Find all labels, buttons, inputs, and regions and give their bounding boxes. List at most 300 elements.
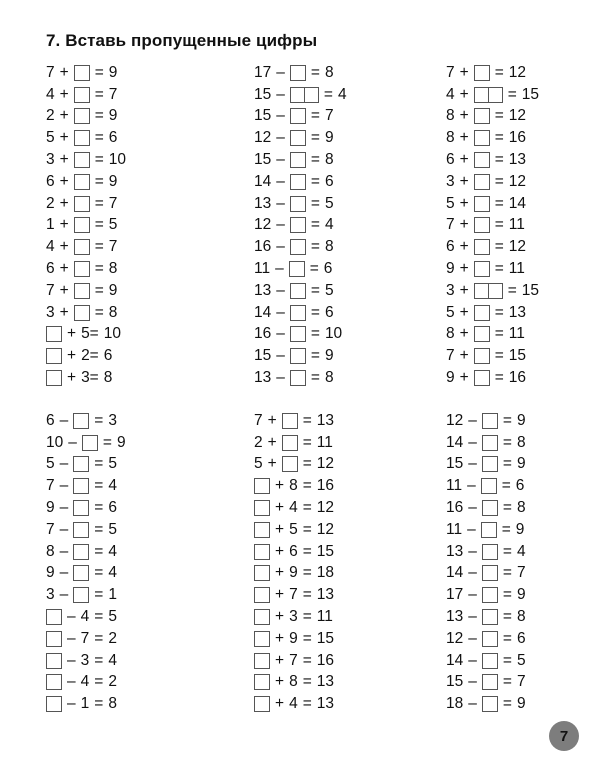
equation-operator: – xyxy=(468,608,477,626)
answer-box[interactable] xyxy=(474,152,490,168)
answer-box[interactable] xyxy=(474,174,490,190)
equation-number: 13 xyxy=(254,194,272,212)
equation-operator: + xyxy=(275,673,285,691)
answer-box[interactable] xyxy=(474,196,490,212)
equation-number: 7 xyxy=(46,63,55,81)
equation-row xyxy=(446,432,531,454)
equation-number: 7 xyxy=(80,629,90,647)
equation-number: 5 xyxy=(108,608,117,626)
equation-operator: + xyxy=(459,85,469,103)
equation-row xyxy=(446,497,531,519)
equation-operator: + xyxy=(459,281,469,299)
equation-number: 15 xyxy=(254,151,272,169)
answer-box[interactable] xyxy=(474,283,503,299)
equation-number: 9 xyxy=(516,455,526,473)
answer-box[interactable] xyxy=(254,631,270,647)
equation-operator: – xyxy=(275,260,284,278)
equation-row xyxy=(446,345,544,367)
answer-box[interactable] xyxy=(73,587,89,603)
answer-box[interactable] xyxy=(290,305,306,321)
equation-number: 2 xyxy=(108,629,117,647)
answer-box[interactable] xyxy=(482,544,498,560)
answer-box[interactable] xyxy=(74,130,90,146)
equation-operator: = xyxy=(494,63,504,81)
equation-number: 3 xyxy=(446,172,455,190)
answer-box[interactable] xyxy=(290,87,319,103)
equation-number: 16 xyxy=(508,369,526,387)
equation-number: 5 xyxy=(108,455,117,473)
equation-number: 4 xyxy=(289,695,298,713)
equation-number: 11 xyxy=(508,325,525,343)
equation-row xyxy=(446,106,544,128)
equation-operator: = xyxy=(494,194,504,212)
answer-box[interactable] xyxy=(46,348,62,364)
equation-row xyxy=(254,171,352,193)
equation-number: 9 xyxy=(108,63,118,81)
equation-operator: – xyxy=(276,369,285,387)
answer-box[interactable] xyxy=(46,674,62,690)
equation-row xyxy=(46,432,131,454)
equation-operator: = xyxy=(302,433,312,451)
equation-operator: = xyxy=(94,455,104,473)
equation-operator: + xyxy=(459,129,469,147)
equation-operator: – xyxy=(67,629,76,647)
equation-operator: + xyxy=(275,499,285,517)
equation-row xyxy=(254,672,339,694)
answer-box[interactable] xyxy=(74,174,90,190)
answer-box[interactable] xyxy=(46,631,62,647)
equation-number: 5 xyxy=(324,281,334,299)
equation-number: 7 xyxy=(289,586,298,604)
equation-operator: + xyxy=(275,564,285,582)
equation-operator: + xyxy=(275,586,285,604)
equation-operator: = xyxy=(94,129,104,147)
answer-box[interactable] xyxy=(474,87,503,103)
equation-number: 9 xyxy=(516,586,526,604)
equation-operator: – xyxy=(276,281,285,299)
equation-number: 13 xyxy=(316,411,334,429)
answer-box[interactable] xyxy=(73,522,89,538)
equation-number: 9 xyxy=(289,564,298,582)
answer-box[interactable] xyxy=(290,239,306,255)
equation-number: 4 xyxy=(289,499,298,517)
equation-number: 14 xyxy=(446,433,464,451)
equation-number: 12 xyxy=(446,411,464,429)
equation-operator: + xyxy=(459,63,469,81)
equation-number: 2 xyxy=(46,107,55,125)
equation-operator: – xyxy=(276,216,285,234)
answer-box[interactable] xyxy=(290,65,306,81)
equation-operator: = xyxy=(94,651,104,669)
equation-number: 15 xyxy=(446,673,464,691)
equation-number: 11 xyxy=(446,477,463,495)
equation-number: 8 xyxy=(324,369,334,387)
answer-box[interactable] xyxy=(481,478,497,494)
equation-number: 5 xyxy=(324,194,334,212)
equation-operator: – xyxy=(276,325,285,343)
answer-box[interactable] xyxy=(282,413,298,429)
equation-row xyxy=(46,672,131,694)
equation-number: 16 xyxy=(446,499,464,517)
equation-operator: – xyxy=(467,477,476,495)
equation-row xyxy=(446,258,544,280)
equation-operator: + xyxy=(59,107,69,125)
answer-box[interactable] xyxy=(73,500,89,516)
equation-operator: = xyxy=(310,347,320,365)
equation-operator: + xyxy=(59,238,69,256)
equation-number: 5 xyxy=(289,520,298,538)
equation-number: 5 xyxy=(446,194,455,212)
equation-operator: – xyxy=(276,347,285,365)
equation-number: 1 xyxy=(80,695,90,713)
equation-number: 10 xyxy=(46,433,64,451)
equation-row xyxy=(446,84,544,106)
equation-number: 4 xyxy=(516,542,526,560)
equation-number: 12 xyxy=(508,172,526,190)
equation-row xyxy=(46,236,131,258)
equation-operator: = xyxy=(94,629,104,647)
equation-operator: – xyxy=(276,194,285,212)
equation-operator: + xyxy=(459,194,469,212)
answer-box[interactable] xyxy=(254,674,270,690)
equation-operator: = xyxy=(502,499,512,517)
answer-box[interactable] xyxy=(74,65,90,81)
equation-operator: = xyxy=(102,433,112,451)
equation-number: 3 xyxy=(108,411,117,429)
answer-box[interactable] xyxy=(46,326,62,342)
answer-box[interactable] xyxy=(73,413,89,429)
equation-row xyxy=(46,693,131,715)
answer-box[interactable] xyxy=(74,108,90,124)
answer-box[interactable] xyxy=(482,500,498,516)
answer-box[interactable] xyxy=(254,522,270,538)
answer-box[interactable] xyxy=(74,305,90,321)
equation-number: 10 xyxy=(103,325,121,343)
equation-operator: = xyxy=(507,85,517,103)
answer-box[interactable] xyxy=(482,674,498,690)
equation-number: 6 xyxy=(446,151,455,169)
equation-row xyxy=(46,127,131,149)
equation-row xyxy=(446,584,531,606)
equation-row xyxy=(254,367,352,389)
answer-box[interactable] xyxy=(73,478,89,494)
answer-box[interactable] xyxy=(474,305,490,321)
equation-block-top xyxy=(46,62,131,389)
answer-box[interactable] xyxy=(282,435,298,451)
equation-operator: – xyxy=(276,129,285,147)
answer-box[interactable] xyxy=(290,174,306,190)
answer-box[interactable] xyxy=(282,456,298,472)
equation-operator: = xyxy=(502,651,512,669)
equation-row xyxy=(254,236,352,258)
equation-operator: = xyxy=(310,303,320,321)
equation-row xyxy=(46,324,131,346)
equation-operator: – xyxy=(59,520,69,538)
answer-box[interactable] xyxy=(290,108,306,124)
equation-number: 4 xyxy=(46,85,55,103)
answer-box[interactable] xyxy=(482,609,498,625)
answer-box[interactable] xyxy=(482,456,498,472)
answer-box[interactable] xyxy=(74,196,90,212)
equation-row xyxy=(46,171,131,193)
answer-box[interactable] xyxy=(254,565,270,581)
equation-number: 17 xyxy=(446,586,464,604)
answer-box[interactable] xyxy=(474,108,490,124)
equation-number: 1 xyxy=(108,586,117,604)
equation-operator: – xyxy=(67,651,76,669)
answer-box[interactable] xyxy=(482,631,498,647)
equation-operator: + xyxy=(459,238,469,256)
equation-operator: + xyxy=(459,216,469,234)
answer-box[interactable] xyxy=(481,522,497,538)
equation-number: 9 xyxy=(108,172,118,190)
equation-operator: – xyxy=(468,629,477,647)
answer-box[interactable] xyxy=(74,283,90,299)
answer-box[interactable] xyxy=(474,348,490,364)
equation-row xyxy=(446,62,544,84)
equation-operator: = xyxy=(94,85,104,103)
answer-box[interactable] xyxy=(74,87,90,103)
equation-operator: = xyxy=(94,281,104,299)
equation-number: 7 xyxy=(446,63,455,81)
equation-number: 15 xyxy=(254,347,272,365)
equation-row xyxy=(46,606,131,628)
equation-number: 6 xyxy=(103,347,113,365)
equation-operator: = xyxy=(302,695,312,713)
answer-box[interactable] xyxy=(46,696,62,712)
equation-operator: = xyxy=(502,455,512,473)
answer-box[interactable] xyxy=(290,370,306,386)
answer-box[interactable] xyxy=(74,239,90,255)
equation-number: 9 xyxy=(46,499,55,517)
answer-box[interactable] xyxy=(290,196,306,212)
equation-number: 12 xyxy=(508,63,526,81)
answer-box[interactable] xyxy=(474,370,490,386)
equation-number: 15 xyxy=(254,107,272,125)
equation-number: 15 xyxy=(508,347,526,365)
equation-row xyxy=(254,215,352,237)
equation-row xyxy=(446,606,531,628)
answer-box[interactable] xyxy=(474,261,490,277)
answer-box[interactable] xyxy=(290,283,306,299)
equation-number: 16 xyxy=(254,325,272,343)
equation-number: 5 xyxy=(108,216,118,234)
answer-box[interactable] xyxy=(254,609,270,625)
equation-row xyxy=(46,62,131,84)
equation-operator: – xyxy=(468,542,477,560)
answer-box[interactable] xyxy=(474,65,490,81)
answer-box[interactable] xyxy=(46,370,62,386)
equation-number: 8 xyxy=(108,303,118,321)
equation-number: 14 xyxy=(446,651,464,669)
answer-box[interactable] xyxy=(254,587,270,603)
answer-box[interactable] xyxy=(289,261,305,277)
equation-row xyxy=(446,236,544,258)
equation-number: 14 xyxy=(446,564,464,582)
equation-operator: + xyxy=(459,325,469,343)
answer-box[interactable] xyxy=(73,565,89,581)
equation-row xyxy=(254,84,352,106)
equation-number: 15 xyxy=(521,85,539,103)
equation-number: 6 xyxy=(323,260,333,278)
equation-operator: – xyxy=(468,455,477,473)
equation-row xyxy=(446,563,531,585)
answer-box[interactable] xyxy=(474,130,490,146)
equation-operator: = xyxy=(302,499,312,517)
answer-box[interactable] xyxy=(290,130,306,146)
answer-box[interactable] xyxy=(482,565,498,581)
equation-number: 8 xyxy=(446,129,455,147)
equation-operator: + xyxy=(275,651,285,669)
equation-operator: = xyxy=(302,564,312,582)
answer-box[interactable] xyxy=(290,217,306,233)
equation-row xyxy=(46,258,131,280)
answer-box[interactable] xyxy=(482,696,498,712)
answer-box[interactable] xyxy=(74,152,90,168)
equation-number: 5 xyxy=(254,455,263,473)
equation-row xyxy=(446,302,544,324)
equation-number: 9 xyxy=(46,564,55,582)
equation-row xyxy=(446,193,544,215)
equation-row xyxy=(46,563,131,585)
answer-box[interactable] xyxy=(254,478,270,494)
equation-row xyxy=(446,519,531,541)
answer-box[interactable] xyxy=(254,544,270,560)
equation-row xyxy=(254,497,339,519)
equation-number: 9 xyxy=(116,433,126,451)
answer-box[interactable] xyxy=(474,326,490,342)
equation-number: 9 xyxy=(516,411,526,429)
answer-box[interactable] xyxy=(74,217,90,233)
equation-operator: + xyxy=(59,172,69,190)
answer-box[interactable] xyxy=(482,435,498,451)
equation-operator: – xyxy=(59,586,69,604)
equation-number: 9 xyxy=(108,107,118,125)
equation-operator: – xyxy=(59,542,69,560)
equation-operator: + xyxy=(59,63,69,81)
answer-box[interactable] xyxy=(474,239,490,255)
equation-row xyxy=(46,584,131,606)
answer-box[interactable] xyxy=(254,653,270,669)
equation-row xyxy=(254,258,352,280)
equation-operator: + xyxy=(459,172,469,190)
equation-number: 4 xyxy=(108,564,117,582)
equation-number: 15 xyxy=(446,455,464,473)
equation-block-top xyxy=(446,62,544,389)
equation-operator: – xyxy=(276,107,285,125)
equation-row xyxy=(254,127,352,149)
equation-operator: = xyxy=(94,411,104,429)
answer-box[interactable] xyxy=(74,261,90,277)
equation-number: 3 xyxy=(80,651,90,669)
equation-operator: + xyxy=(275,629,285,647)
answer-box[interactable] xyxy=(290,326,306,342)
answer-box[interactable] xyxy=(290,348,306,364)
answer-box[interactable] xyxy=(82,435,98,451)
answer-box[interactable] xyxy=(290,152,306,168)
equation-operator: = xyxy=(94,194,104,212)
equation-number: 5 xyxy=(516,651,526,669)
equation-operator: – xyxy=(276,238,285,256)
equation-number: 5 xyxy=(446,303,455,321)
answer-box[interactable] xyxy=(73,456,89,472)
equation-number: 7 xyxy=(46,281,55,299)
equation-row xyxy=(446,367,544,389)
equation-number: 9 xyxy=(516,695,526,713)
equation-number: 5 xyxy=(108,520,117,538)
answer-box[interactable] xyxy=(254,696,270,712)
answer-box[interactable] xyxy=(46,653,62,669)
equation-number: 10 xyxy=(324,325,343,343)
equation-operator: = xyxy=(302,477,312,495)
equation-operator: = xyxy=(94,477,104,495)
equation-number: 8 xyxy=(289,673,298,691)
equation-operator: = xyxy=(494,260,504,278)
equation-operator: = xyxy=(310,216,320,234)
equation-operator: + xyxy=(67,347,77,365)
equation-number: 5= xyxy=(81,325,99,343)
equation-operator: + xyxy=(59,281,69,299)
equation-row xyxy=(254,193,352,215)
equation-number: 8 xyxy=(324,238,334,256)
equation-row xyxy=(254,302,352,324)
answer-box[interactable] xyxy=(482,587,498,603)
equation-operator: = xyxy=(94,520,104,538)
equation-number: 8 xyxy=(324,63,334,81)
equation-row xyxy=(46,149,131,171)
equation-number: 7 xyxy=(46,477,55,495)
equation-row xyxy=(46,193,131,215)
equation-number: 6 xyxy=(515,477,525,495)
equation-operator: – xyxy=(468,564,477,582)
equation-row xyxy=(46,497,131,519)
equation-operator: + xyxy=(59,151,69,169)
equation-operator: = xyxy=(309,260,319,278)
equation-row xyxy=(46,650,131,672)
equation-number: 15 xyxy=(316,629,334,647)
equation-operator: = xyxy=(94,216,104,234)
equation-number: 4 xyxy=(108,542,117,560)
equation-operator: + xyxy=(267,411,277,429)
answer-box[interactable] xyxy=(73,544,89,560)
equation-number: 9 xyxy=(324,347,334,365)
answer-box[interactable] xyxy=(482,413,498,429)
equation-operator: = xyxy=(502,586,512,604)
equation-number: 16 xyxy=(508,129,526,147)
equation-number: 9 xyxy=(289,629,298,647)
answer-box[interactable] xyxy=(254,500,270,516)
equation-operator: = xyxy=(94,107,104,125)
equation-row xyxy=(254,345,352,367)
equation-number: 11 xyxy=(254,260,271,278)
equation-operator: = xyxy=(494,369,504,387)
equation-operator: = xyxy=(302,542,312,560)
equation-operator: = xyxy=(94,673,104,691)
equation-row xyxy=(254,606,339,628)
equation-row xyxy=(254,410,339,432)
equation-operator: = xyxy=(502,629,512,647)
equation-number: 4 xyxy=(324,216,334,234)
equation-row xyxy=(446,628,531,650)
answer-box[interactable] xyxy=(474,217,490,233)
equation-operator: + xyxy=(459,347,469,365)
equation-operator: – xyxy=(276,85,285,103)
answer-box[interactable] xyxy=(46,609,62,625)
answer-box[interactable] xyxy=(482,653,498,669)
equation-number: 8 xyxy=(516,499,526,517)
equation-operator: = xyxy=(94,608,104,626)
equation-number: 8 xyxy=(103,369,113,387)
